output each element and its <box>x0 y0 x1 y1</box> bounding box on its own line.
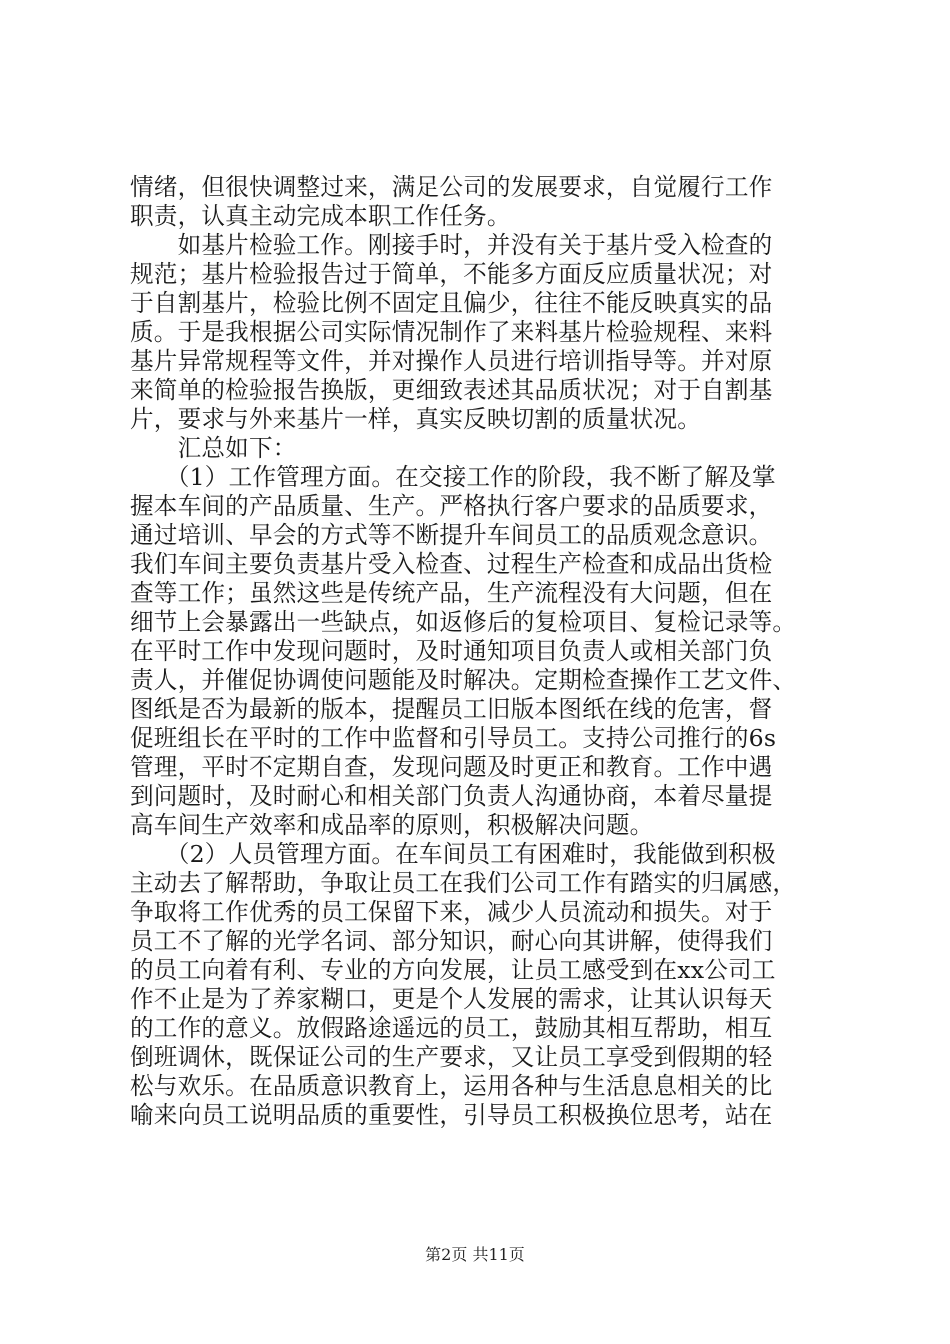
body-text-line: 图纸是否为最新的版本，提醒员工旧版本图纸在线的危害，督 <box>130 695 773 723</box>
body-text-line: 我们车间主要负责基片受入检查、过程生产检查和成品出货检 <box>130 550 773 578</box>
body-text-line: （1）工作管理方面。在交接工作的阶段，我不断了解及掌 <box>130 463 776 491</box>
body-text-line: 如基片检验工作。刚接手时，并没有关于基片受入检查的 <box>130 231 773 259</box>
body-text-line: 查等工作；虽然这些是传统产品，生产流程没有大问题，但在 <box>130 579 773 607</box>
body-text-line: 倒班调休，既保证公司的生产要求，又让员工享受到假期的轻 <box>130 1043 773 1071</box>
body-text-line: 规范；基片检验报告过于简单，不能多方面反应质量状况；对 <box>130 260 773 288</box>
body-text-line: 争取将工作优秀的员工保留下来，减少人员流动和损失。对于 <box>130 898 773 926</box>
body-text-line: 职责，认真主动完成本职工作任务。 <box>130 202 511 230</box>
body-text-line: 情绪，但很快调整过来，满足公司的发展要求，自觉履行工作 <box>130 173 773 201</box>
body-text-line: 松与欢乐。在品质意识教育上，运用各种与生活息息相关的比 <box>130 1072 773 1100</box>
body-text-line: 握本车间的产品质量、生产。严格执行客户要求的品质要求， <box>130 492 773 520</box>
body-text-line: （2）人员管理方面。在车间员工有困难时，我能做到积极 <box>130 840 776 868</box>
body-text-line: 促班组长在平时的工作中监督和引导员工。支持公司推行的6s <box>130 724 777 752</box>
body-text-line: 片，要求与外来基片一样，真实反映切割的质量状况。 <box>130 405 702 433</box>
body-text-line: 细节上会暴露出一些缺点，如返修后的复检项目、复检记录等。 <box>130 608 797 636</box>
body-text-line: 汇总如下： <box>130 434 297 462</box>
body-text-line: 作不止是为了养家糊口，更是个人发展的需求，让其认识每天 <box>130 985 773 1013</box>
body-text-line: 高车间生产效率和成品率的原则，积极解决问题。 <box>130 811 654 839</box>
body-text-line: 员工不了解的光学名词、部分知识，耐心向其讲解，使得我们 <box>130 927 773 955</box>
body-text-line: 来简单的检验报告换版，更细致表述其品质状况；对于自割基 <box>130 376 773 404</box>
body-text-line: 在平时工作中发现问题时，及时通知项目负责人或相关部门负 <box>130 637 773 665</box>
body-text-line: 喻来向员工说明品质的重要性，引导员工积极换位思考，站在 <box>130 1101 773 1129</box>
body-text-line: 的员工向着有利、专业的方向发展，让员工感受到在xx公司工 <box>130 956 776 984</box>
body-text-line: 到问题时，及时耐心和相关部门负责人沟通协商，本着尽量提 <box>130 782 773 810</box>
body-text-line: 于自割基片，检验比例不固定且偏少，往往不能反映真实的品 <box>130 289 773 317</box>
body-text-line: 的工作的意义。放假路途遥远的员工，鼓励其相互帮助，相互 <box>130 1014 773 1042</box>
page-number-footer: 第2页 共11页 <box>425 1245 525 1264</box>
body-text-line: 质。于是我根据公司实际情况制作了来料基片检验规程、来料 <box>130 318 773 346</box>
body-text-line: 基片异常规程等文件，并对操作人员进行培训指导等。并对原 <box>130 347 773 375</box>
body-text-line: 管理，平时不定期自查，发现问题及时更正和教育。工作中遇 <box>130 753 773 781</box>
body-text-line: 责人，并催促协调使问题能及时解决。定期检查操作工艺文件、 <box>130 666 797 694</box>
body-text-line: 通过培训、早会的方式等不断提升车间员工的品质观念意识。 <box>130 521 773 549</box>
body-text-line: 主动去了解帮助，争取让员工在我们公司工作有踏实的归属感， <box>130 869 797 897</box>
